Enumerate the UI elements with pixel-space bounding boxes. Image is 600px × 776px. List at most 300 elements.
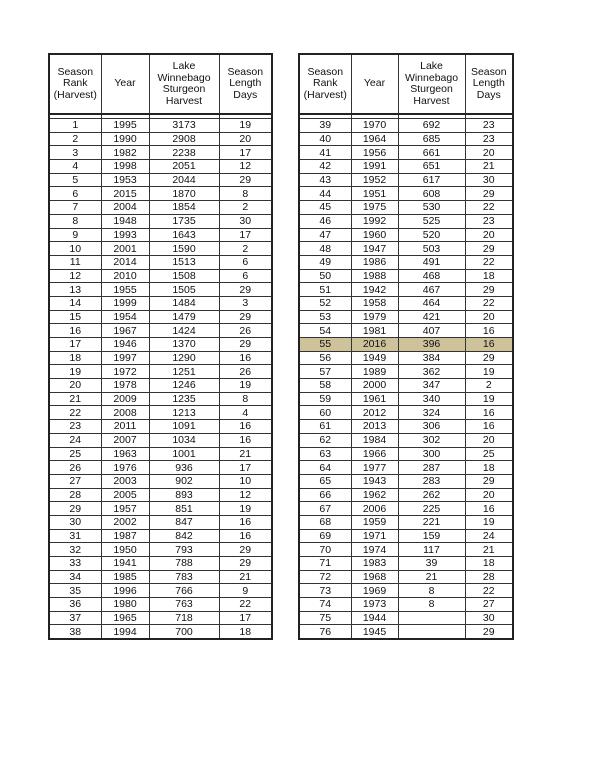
cell-length: 21 (219, 570, 272, 584)
cell-rank: 15 (49, 310, 101, 324)
cell-length: 6 (219, 269, 272, 283)
cell-year: 1994 (101, 625, 149, 639)
cell-length: 28 (465, 570, 513, 584)
cell-harvest: 788 (149, 557, 219, 571)
table-row (49, 598, 272, 612)
cell-year: 1957 (101, 502, 149, 516)
table-row (49, 160, 272, 174)
cell-harvest: 467 (398, 283, 465, 297)
table-row (49, 447, 272, 461)
cell-harvest: 1034 (149, 433, 219, 447)
cell-length: 26 (219, 365, 272, 379)
table-row (299, 160, 513, 174)
table-row (299, 187, 513, 201)
cell-length: 20 (465, 433, 513, 447)
cell-rank: 55 (299, 338, 351, 352)
cell-harvest: 1505 (149, 283, 219, 297)
table-body-left (49, 114, 272, 639)
cell-length: 30 (465, 173, 513, 187)
cell-rank: 56 (299, 351, 351, 365)
cell-rank: 38 (49, 625, 101, 639)
cell-harvest: 2908 (149, 132, 219, 146)
cell-harvest: 306 (398, 420, 465, 434)
cell-length: 29 (465, 187, 513, 201)
cell-harvest: 1091 (149, 420, 219, 434)
cell-length: 18 (465, 461, 513, 475)
cell-rank: 26 (49, 461, 101, 475)
header-rank: Season Rank (Harvest) (49, 54, 101, 114)
cell-harvest: 685 (398, 132, 465, 146)
cell-harvest: 8 (398, 598, 465, 612)
cell-rank: 14 (49, 296, 101, 310)
cell-length: 3 (219, 296, 272, 310)
cell-harvest: 340 (398, 392, 465, 406)
cell-length: 19 (465, 365, 513, 379)
cell-rank: 39 (299, 119, 351, 133)
table-body-right (299, 114, 513, 639)
cell-year: 1999 (101, 296, 149, 310)
table-row (299, 447, 513, 461)
cell-harvest: 851 (149, 502, 219, 516)
cell-rank: 19 (49, 365, 101, 379)
cell-length: 16 (465, 406, 513, 420)
cell-length: 22 (465, 255, 513, 269)
cell-year: 1991 (351, 160, 398, 174)
cell-rank: 2 (49, 132, 101, 146)
cell-year: 2010 (101, 269, 149, 283)
table-row (299, 502, 513, 516)
cell-length: 29 (465, 242, 513, 256)
cell-rank: 36 (49, 598, 101, 612)
cell-rank: 24 (49, 433, 101, 447)
cell-harvest: 225 (398, 502, 465, 516)
cell-rank: 13 (49, 283, 101, 297)
cell-year: 2002 (101, 515, 149, 529)
header-rank: Season Rank (Harvest) (299, 54, 351, 114)
cell-harvest: 793 (149, 543, 219, 557)
cell-harvest: 324 (398, 406, 465, 420)
cell-length: 30 (465, 611, 513, 625)
table-row (49, 543, 272, 557)
cell-year: 1962 (351, 488, 398, 502)
cell-year: 2011 (101, 420, 149, 434)
cell-length: 17 (219, 228, 272, 242)
cell-length: 19 (219, 379, 272, 393)
cell-harvest: 700 (149, 625, 219, 639)
cell-length: 16 (219, 351, 272, 365)
cell-year: 2014 (101, 255, 149, 269)
cell-harvest: 39 (398, 557, 465, 571)
table-row (299, 214, 513, 228)
cell-year: 2015 (101, 187, 149, 201)
table-row (49, 570, 272, 584)
cell-rank: 71 (299, 557, 351, 571)
cell-year: 2012 (351, 406, 398, 420)
cell-harvest: 3173 (149, 119, 219, 133)
cell-harvest: 347 (398, 379, 465, 393)
cell-length: 20 (465, 488, 513, 502)
cell-length: 24 (465, 529, 513, 543)
cell-length: 16 (219, 515, 272, 529)
cell-length: 23 (465, 214, 513, 228)
cell-harvest: 1251 (149, 365, 219, 379)
cell-year: 1964 (351, 132, 398, 146)
cell-harvest: 1735 (149, 214, 219, 228)
cell-rank: 12 (49, 269, 101, 283)
cell-rank: 57 (299, 365, 351, 379)
cell-length: 8 (219, 187, 272, 201)
table-row (49, 515, 272, 529)
cell-year: 2003 (101, 474, 149, 488)
cell-harvest: 1246 (149, 379, 219, 393)
cell-rank: 1 (49, 119, 101, 133)
cell-harvest: 608 (398, 187, 465, 201)
cell-year: 1978 (101, 379, 149, 393)
cell-harvest: 491 (398, 255, 465, 269)
table-row (49, 201, 272, 215)
table-row (49, 228, 272, 242)
table-row (299, 351, 513, 365)
cell-rank: 6 (49, 187, 101, 201)
cell-length: 29 (465, 351, 513, 365)
cell-length: 29 (219, 173, 272, 187)
cell-length: 29 (465, 283, 513, 297)
cell-year: 2013 (351, 420, 398, 434)
table-row (49, 132, 272, 146)
cell-length: 6 (219, 255, 272, 269)
cell-length: 30 (219, 214, 272, 228)
cell-length: 12 (219, 488, 272, 502)
cell-length: 23 (465, 132, 513, 146)
cell-rank: 72 (299, 570, 351, 584)
cell-harvest: 2044 (149, 173, 219, 187)
cell-rank: 43 (299, 173, 351, 187)
table-row (299, 420, 513, 434)
cell-harvest: 530 (398, 201, 465, 215)
cell-year: 2007 (101, 433, 149, 447)
cell-year: 2016 (351, 338, 398, 352)
cell-rank: 52 (299, 296, 351, 310)
cell-harvest: 783 (149, 570, 219, 584)
cell-rank: 45 (299, 201, 351, 215)
cell-harvest: 842 (149, 529, 219, 543)
cell-length: 23 (465, 119, 513, 133)
cell-rank: 7 (49, 201, 101, 215)
cell-year: 1977 (351, 461, 398, 475)
cell-length: 17 (219, 461, 272, 475)
table-row (49, 324, 272, 338)
cell-length: 2 (465, 379, 513, 393)
cell-length: 21 (465, 543, 513, 557)
cell-length: 17 (219, 146, 272, 160)
cell-rank: 47 (299, 228, 351, 242)
cell-year: 1995 (101, 119, 149, 133)
cell-rank: 10 (49, 242, 101, 256)
cell-year: 1955 (101, 283, 149, 297)
cell-length: 2 (219, 201, 272, 215)
cell-year: 1984 (351, 433, 398, 447)
cell-rank: 49 (299, 255, 351, 269)
table-row (299, 515, 513, 529)
cell-harvest: 1290 (149, 351, 219, 365)
cell-year: 1960 (351, 228, 398, 242)
table-row (49, 338, 272, 352)
cell-length: 16 (465, 338, 513, 352)
cell-rank: 50 (299, 269, 351, 283)
cell-year: 1947 (351, 242, 398, 256)
cell-harvest: 384 (398, 351, 465, 365)
cell-length: 29 (219, 543, 272, 557)
cell-rank: 20 (49, 379, 101, 393)
cell-rank: 8 (49, 214, 101, 228)
table-row (49, 392, 272, 406)
cell-harvest: 1508 (149, 269, 219, 283)
table-row (299, 474, 513, 488)
table-row (299, 255, 513, 269)
cell-rank: 44 (299, 187, 351, 201)
table-row (299, 392, 513, 406)
cell-rank: 4 (49, 160, 101, 174)
cell-harvest: 464 (398, 296, 465, 310)
header-harvest: Lake Winnebago Sturgeon Harvest (149, 54, 219, 114)
cell-year: 1982 (101, 146, 149, 160)
cell-harvest: 1513 (149, 255, 219, 269)
table-row (49, 529, 272, 543)
table-row (49, 474, 272, 488)
cell-rank: 75 (299, 611, 351, 625)
cell-length: 18 (465, 269, 513, 283)
table-row (299, 338, 513, 352)
table-row (49, 379, 272, 393)
cell-length: 4 (219, 406, 272, 420)
table-row (49, 557, 272, 571)
cell-rank: 21 (49, 392, 101, 406)
table-row (299, 228, 513, 242)
cell-length: 20 (465, 146, 513, 160)
table-row (299, 433, 513, 447)
cell-year: 1951 (351, 187, 398, 201)
cell-length: 16 (465, 420, 513, 434)
cell-harvest (398, 625, 465, 639)
cell-rank: 63 (299, 447, 351, 461)
table-row (49, 214, 272, 228)
cell-length: 22 (219, 598, 272, 612)
cell-harvest: 847 (149, 515, 219, 529)
table-row (299, 598, 513, 612)
table-row (49, 187, 272, 201)
cell-length: 18 (465, 557, 513, 571)
cell-rank: 59 (299, 392, 351, 406)
cell-rank: 3 (49, 146, 101, 160)
cell-harvest: 117 (398, 543, 465, 557)
table-row (49, 461, 272, 475)
cell-harvest: 1001 (149, 447, 219, 461)
cell-year: 1979 (351, 310, 398, 324)
cell-length: 16 (219, 529, 272, 543)
cell-harvest: 1213 (149, 406, 219, 420)
cell-year: 1942 (351, 283, 398, 297)
table-row (49, 502, 272, 516)
cell-year: 1981 (351, 324, 398, 338)
table-row (49, 488, 272, 502)
cell-year: 1983 (351, 557, 398, 571)
cell-length: 21 (219, 447, 272, 461)
cell-harvest: 421 (398, 310, 465, 324)
cell-length: 20 (465, 310, 513, 324)
table-row (299, 543, 513, 557)
cell-rank: 37 (49, 611, 101, 625)
cell-length: 26 (219, 324, 272, 338)
cell-year: 1970 (351, 119, 398, 133)
table-row (49, 310, 272, 324)
cell-length: 16 (219, 433, 272, 447)
cell-harvest: 936 (149, 461, 219, 475)
table-row (299, 296, 513, 310)
table-row (299, 625, 513, 639)
cell-harvest: 718 (149, 611, 219, 625)
cell-length: 16 (219, 420, 272, 434)
cell-length: 19 (219, 119, 272, 133)
cell-year: 1974 (351, 543, 398, 557)
cell-year: 1969 (351, 584, 398, 598)
cell-harvest: 407 (398, 324, 465, 338)
cell-year: 1966 (351, 447, 398, 461)
cell-length: 16 (465, 502, 513, 516)
cell-rank: 60 (299, 406, 351, 420)
cell-harvest: 2051 (149, 160, 219, 174)
cell-harvest: 468 (398, 269, 465, 283)
cell-length: 19 (465, 392, 513, 406)
cell-length: 29 (465, 625, 513, 639)
cell-harvest: 1479 (149, 310, 219, 324)
cell-harvest: 300 (398, 447, 465, 461)
cell-harvest: 692 (398, 119, 465, 133)
cell-length: 9 (219, 584, 272, 598)
cell-year: 1973 (351, 598, 398, 612)
cell-year: 2008 (101, 406, 149, 420)
cell-year: 1961 (351, 392, 398, 406)
header-harvest: Lake Winnebago Sturgeon Harvest (398, 54, 465, 114)
cell-harvest: 1590 (149, 242, 219, 256)
cell-harvest: 1854 (149, 201, 219, 215)
cell-year: 1996 (101, 584, 149, 598)
cell-year: 2005 (101, 488, 149, 502)
cell-rank: 23 (49, 420, 101, 434)
cell-year: 1990 (101, 132, 149, 146)
harvest-table-right (298, 53, 514, 640)
cell-year: 1985 (101, 570, 149, 584)
table-row (299, 570, 513, 584)
cell-rank: 25 (49, 447, 101, 461)
cell-year: 1965 (101, 611, 149, 625)
cell-rank: 62 (299, 433, 351, 447)
cell-harvest: 1643 (149, 228, 219, 242)
cell-year: 1980 (101, 598, 149, 612)
cell-length: 25 (465, 447, 513, 461)
cell-length: 29 (219, 557, 272, 571)
table-row (49, 584, 272, 598)
cell-year: 1941 (101, 557, 149, 571)
cell-rank: 51 (299, 283, 351, 297)
table-row (49, 255, 272, 269)
cell-year: 1998 (101, 160, 149, 174)
cell-harvest: 1370 (149, 338, 219, 352)
table-row (299, 269, 513, 283)
cell-harvest: 766 (149, 584, 219, 598)
cell-harvest: 661 (398, 146, 465, 160)
cell-year: 1967 (101, 324, 149, 338)
cell-year: 1988 (351, 269, 398, 283)
cell-rank: 66 (299, 488, 351, 502)
cell-rank: 73 (299, 584, 351, 598)
cell-rank: 46 (299, 214, 351, 228)
cell-length: 29 (219, 310, 272, 324)
header-year: Year (101, 54, 149, 114)
cell-length: 10 (219, 474, 272, 488)
cell-harvest: 503 (398, 242, 465, 256)
cell-rank: 65 (299, 474, 351, 488)
cell-rank: 61 (299, 420, 351, 434)
cell-harvest: 159 (398, 529, 465, 543)
cell-harvest (398, 611, 465, 625)
cell-harvest: 763 (149, 598, 219, 612)
cell-year: 1952 (351, 173, 398, 187)
cell-harvest: 893 (149, 488, 219, 502)
table-row (299, 488, 513, 502)
cell-rank: 32 (49, 543, 101, 557)
cell-rank: 76 (299, 625, 351, 639)
header-row (49, 54, 272, 114)
cell-harvest: 287 (398, 461, 465, 475)
cell-year: 1975 (351, 201, 398, 215)
table-row (49, 625, 272, 639)
cell-length: 29 (465, 474, 513, 488)
cell-year: 1954 (101, 310, 149, 324)
cell-year: 1945 (351, 625, 398, 639)
cell-length: 17 (219, 611, 272, 625)
cell-year: 1959 (351, 515, 398, 529)
header-length: Season Length Days (219, 54, 272, 114)
cell-length: 27 (465, 598, 513, 612)
cell-length: 19 (465, 515, 513, 529)
table-row (299, 406, 513, 420)
table-row (49, 146, 272, 160)
table-row (49, 351, 272, 365)
cell-year: 1943 (351, 474, 398, 488)
cell-year: 2001 (101, 242, 149, 256)
cell-harvest: 1424 (149, 324, 219, 338)
cell-year: 1946 (101, 338, 149, 352)
cell-year: 1958 (351, 296, 398, 310)
cell-harvest: 21 (398, 570, 465, 584)
header-year: Year (351, 54, 398, 114)
cell-year: 1949 (351, 351, 398, 365)
cell-harvest: 651 (398, 160, 465, 174)
cell-harvest: 221 (398, 515, 465, 529)
table-row (299, 611, 513, 625)
cell-rank: 54 (299, 324, 351, 338)
cell-year: 2006 (351, 502, 398, 516)
cell-rank: 64 (299, 461, 351, 475)
table-row (299, 584, 513, 598)
table-row (299, 132, 513, 146)
table-row (299, 379, 513, 393)
table-row (49, 119, 272, 133)
table-row (299, 529, 513, 543)
cell-rank: 5 (49, 173, 101, 187)
cell-year: 1971 (351, 529, 398, 543)
table-row (49, 269, 272, 283)
